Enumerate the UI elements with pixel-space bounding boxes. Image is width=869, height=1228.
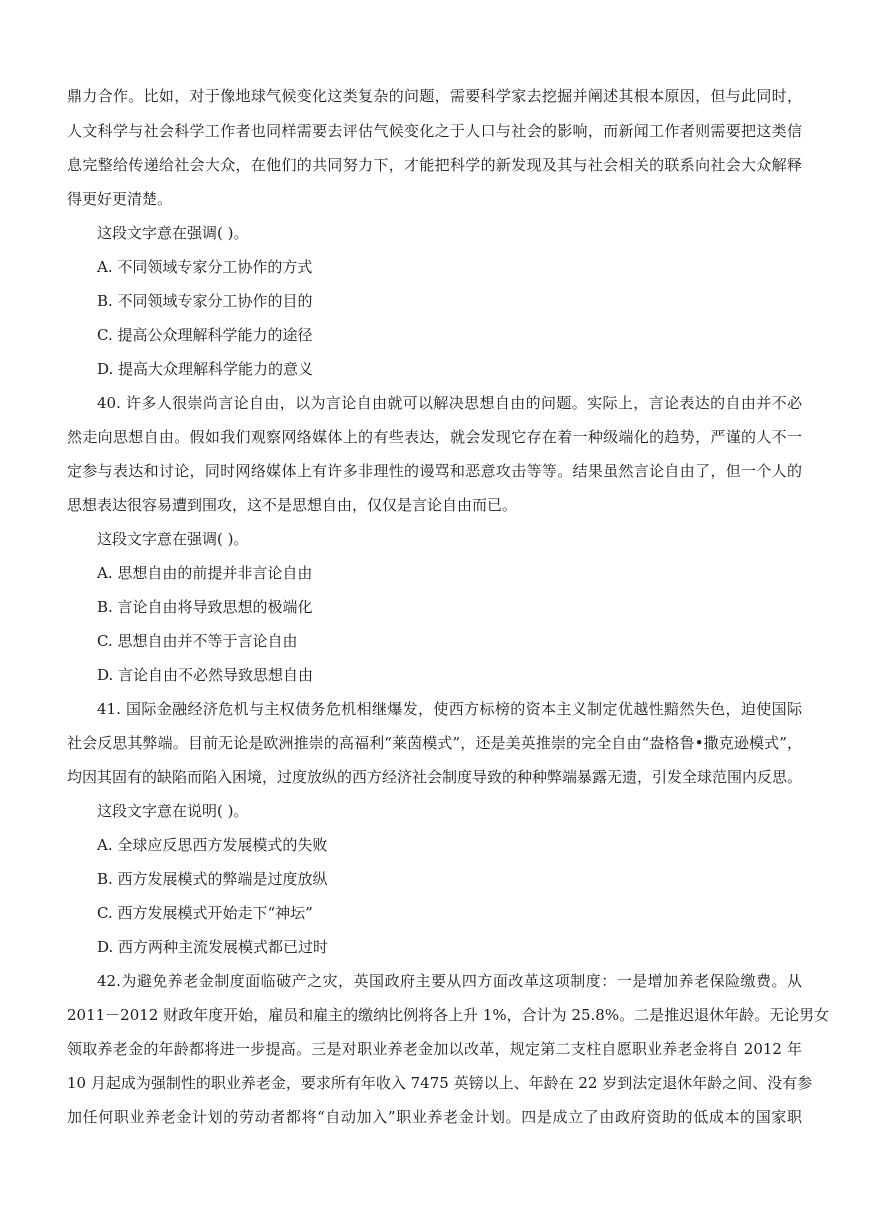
question-prompt: 这段文字意在说明( )。 [97, 802, 249, 820]
option-a: A. 全球应反思西方发展模式的失败 [97, 836, 328, 854]
passage-line: 人文科学与社会科学工作者也同样需要去评估气候变化之于人口与社会的影响，而新闻工作者则需要把这类信 [67, 122, 802, 140]
option-d: D. 提高大众理解科学能力的意义 [97, 360, 314, 378]
question-prompt: 这段文字意在强调( )。 [97, 224, 249, 242]
question-42-text: 10 月起成为强制性的职业养老金，要求所有年收入 7475 英镑以上、年龄在 22 岁到法定退休年龄之间、没有参 [67, 1074, 813, 1092]
question-42-text: 42.为避免养老金制度面临破产之灾，英国政府主要从四方面改革这项制度：一是增加养老保险缴费。从 [97, 972, 802, 990]
passage-line: 息完整给传递给社会大众，在他们的共同努力下，才能把科学的新发现及其与社会相关的联系向社会大众解释 [67, 156, 802, 174]
question-40-text: 40. 许多人很崇尚言论自由，以为言论自由就可以解决思想自由的问题。实际上，言论表达的自由并不必 [97, 394, 802, 412]
option-c: C. 提高公众理解科学能力的途径 [97, 326, 313, 344]
option-c: C. 思想自由并不等于言论自由 [97, 632, 298, 650]
question-40-text: 定参与表达和讨论，同时网络媒体上有许多非理性的谩骂和恶意攻击等等。结果虽然言论自由了，但一个人的 [67, 462, 802, 480]
option-b: B. 言论自由将导致思想的极端化 [97, 598, 313, 616]
option-d: D. 言论自由不必然导致思想自由 [97, 666, 314, 684]
question-prompt: 这段文字意在强调( )。 [97, 530, 249, 548]
question-41-text: 社会反思其弊端。目前无论是欧洲推崇的高福利“莱茵模式”，还是美英推崇的完全自由“盎格鲁•撒克逊模式”， [67, 734, 802, 752]
option-c: C. 西方发展模式开始走下“神坛” [97, 904, 313, 922]
question-42-text: 加任何职业养老金计划的劳动者都将“自动加入”职业养老金计划。四是成立了由政府资助的低成本的国家职 [67, 1108, 802, 1126]
question-42-text: 2011－2012 财政年度开始，雇员和雇主的缴纳比例将各上升 1%，合计为 25.8%。二是推迟退休年龄。无论男女 [67, 1006, 830, 1024]
question-41-text: 41. 国际金融经济危机与主权债务危机相继爆发，使西方标榜的资本主义制定优越性黯然失色，迫使国际 [97, 700, 802, 718]
passage-line: 鼎力合作。比如，对于像地球气候变化这类复杂的问题，需要科学家去挖掘并阐述其根本原因，但与此同时， [67, 87, 802, 105]
question-40-text: 然走向思想自由。假如我们观察网络媒体上的有些表达，就会发现它存在着一种级端化的趋势，严谨的人不一 [67, 428, 802, 446]
option-a: A. 思想自由的前提并非言论自由 [97, 564, 313, 582]
question-40-text: 思想表达很容易遭到围攻，这不是思想自由，仅仅是言论自由而已。 [67, 496, 518, 514]
passage-line: 得更好更清楚。 [67, 190, 173, 208]
option-a: A. 不同领域专家分工协作的方式 [97, 258, 313, 276]
question-41-text: 均因其固有的缺陷而陷入困境，过度放纵的西方经济社会制度导致的种种弊端暴露无遗，引发全球范围内反思。 [67, 768, 803, 786]
question-42-text: 领取养老金的年龄都将进一步提高。三是对职业养老金加以改革，规定第二支柱自愿职业养老金将自 2012 年 [67, 1040, 802, 1058]
option-b: B. 不同领域专家分工协作的目的 [97, 292, 313, 310]
option-b: B. 西方发展模式的弊端是过度放纵 [97, 870, 328, 888]
option-d: D. 西方两种主流发展模式都已过时 [97, 938, 329, 956]
